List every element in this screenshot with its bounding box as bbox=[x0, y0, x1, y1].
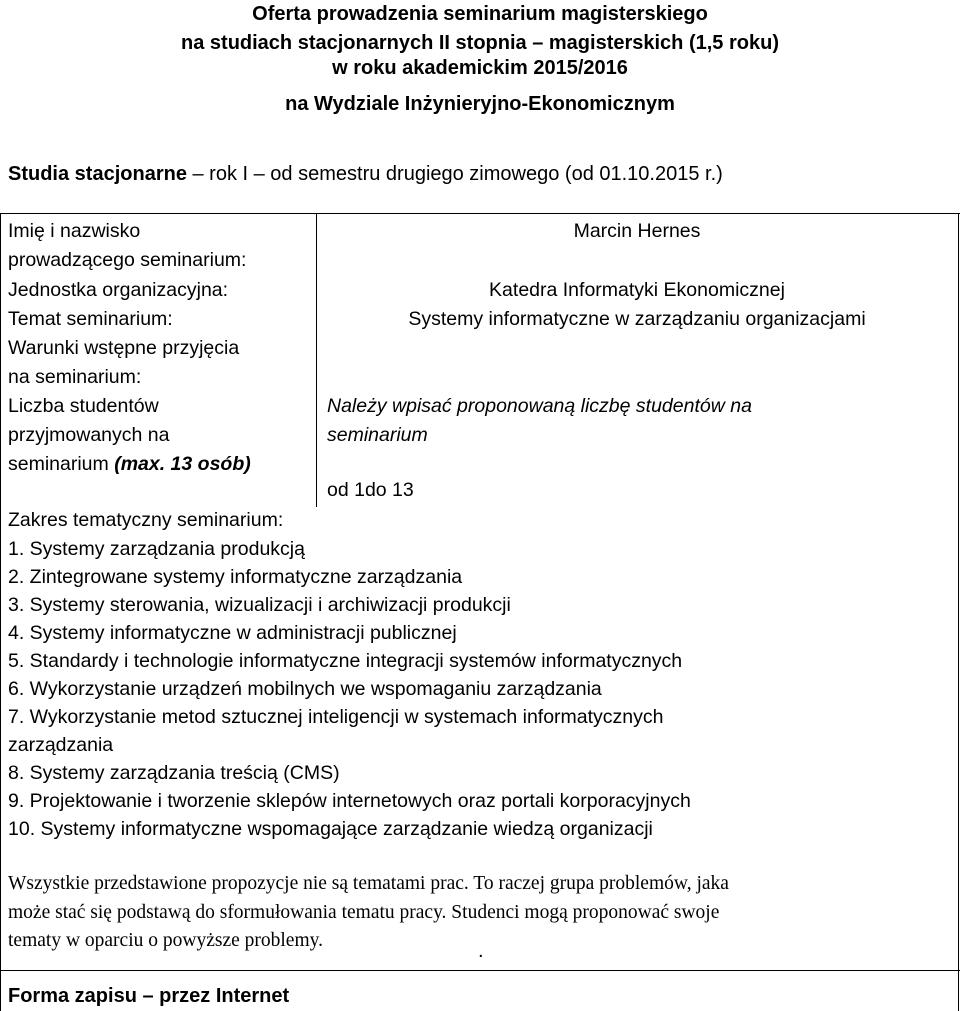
lecturer-label-line-2: prowadzącego seminarium: bbox=[8, 249, 247, 271]
lecturer-value: Marcin Hernes bbox=[573, 220, 701, 242]
count-label-max: (max. 13 osób) bbox=[114, 453, 251, 475]
separator-dot: . bbox=[478, 940, 484, 962]
count-note-line-2: seminarium bbox=[327, 424, 428, 446]
scope-item-10: 10. Systemy informatyczne wspomagające zarządzanie wiedzą organizacji bbox=[8, 818, 653, 840]
scope-item-4: 4. Systemy informatyczne w administracji publicznej bbox=[8, 622, 457, 644]
unit-value: Katedra Informatyki Ekonomicznej bbox=[489, 279, 785, 301]
scope-item-8: 8. Systemy zarządzania treścią (CMS) bbox=[8, 762, 340, 784]
count-label-line-3 bbox=[8, 450, 251, 479]
note-line-1: Wszystkie przedstawione propozycje nie są tematami prac. To raczej grupa problemów, jaka bbox=[8, 873, 729, 894]
table-border-right bbox=[958, 213, 959, 1011]
conditions-label bbox=[8, 334, 239, 392]
conditions-label-line-2: na seminarium: bbox=[8, 366, 142, 388]
lecturer-label bbox=[8, 217, 246, 275]
count-note-line-1: Należy wpisać proponowaną liczbę studentów na bbox=[327, 395, 752, 417]
header-line-1: Oferta prowadzenia seminarium magisterskiego bbox=[252, 3, 708, 25]
scope-item-7: 7. Wykorzystanie metod sztucznej inteligencji w systemach informatycznych bbox=[8, 706, 664, 728]
header-line-4: na Wydziale Inżynieryjno-Ekonomicznym bbox=[285, 93, 675, 115]
count-value: od 1do 13 bbox=[327, 479, 414, 501]
scope-label: Zakres tematyczny seminarium: bbox=[8, 509, 284, 531]
count-label-line-3-text: seminarium bbox=[8, 453, 115, 475]
studies-line bbox=[8, 160, 723, 189]
note-line-3: tematy w oparciu o powyższe problemy. bbox=[8, 930, 323, 951]
topic-label: Temat seminarium: bbox=[8, 308, 173, 330]
scope-item-3: 3. Systemy sterowania, wizualizacji i archiwizacji produkcji bbox=[8, 594, 511, 616]
header-line-2: na studiach stacjonarnych II stopnia – magisterskich (1,5 roku) bbox=[181, 32, 779, 54]
count-label-line-1: Liczba studentów bbox=[8, 395, 159, 417]
scope-item-7-continued: zarządzania bbox=[8, 734, 114, 756]
unit-label: Jednostka organizacyjna: bbox=[8, 279, 229, 301]
table-border-top bbox=[0, 213, 960, 214]
lecturer-label-line-1: Imię i nazwisko bbox=[8, 220, 141, 242]
scope-item-1: 1. Systemy zarządzania produkcją bbox=[8, 538, 305, 560]
count-note bbox=[327, 392, 752, 450]
scope-item-2: 2. Zintegrowane systemy informatyczne zarządzania bbox=[8, 566, 463, 588]
scope-item-5: 5. Standardy i technologie informatyczne integracji systemów informatycznych bbox=[8, 650, 683, 672]
conditions-label-line-1: Warunki wstępne przyjęcia bbox=[8, 337, 240, 359]
table-border-left bbox=[0, 213, 1, 1011]
count-label bbox=[8, 392, 251, 479]
scope-item-6: 6. Wykorzystanie urządzeń mobilnych we wspomaganiu zarządzania bbox=[8, 678, 602, 700]
scope-item-9: 9. Projektowanie i tworzenie sklepów internetowych oraz portali korporacyjnych bbox=[8, 790, 691, 812]
count-label-line-2: przyjmowanych na bbox=[8, 424, 170, 446]
topic-value: Systemy informatyczne w zarządzaniu organizacjami bbox=[408, 308, 866, 330]
header-line-3: w roku akademickim 2015/2016 bbox=[332, 57, 628, 79]
note-line-2: może stać się podstawą do sformułowania tematu pracy. Studenci mogą proponować swoje bbox=[8, 902, 720, 923]
table-column-divider bbox=[316, 213, 317, 507]
studies-bold: Studia stacjonarne bbox=[8, 163, 187, 185]
footer-divider bbox=[0, 970, 960, 971]
footer-text: Forma zapisu – przez Internet bbox=[8, 985, 290, 1007]
studies-rest: – rok I – od semestru drugiego zimowego (od 01.10.2015 r.) bbox=[186, 163, 723, 185]
